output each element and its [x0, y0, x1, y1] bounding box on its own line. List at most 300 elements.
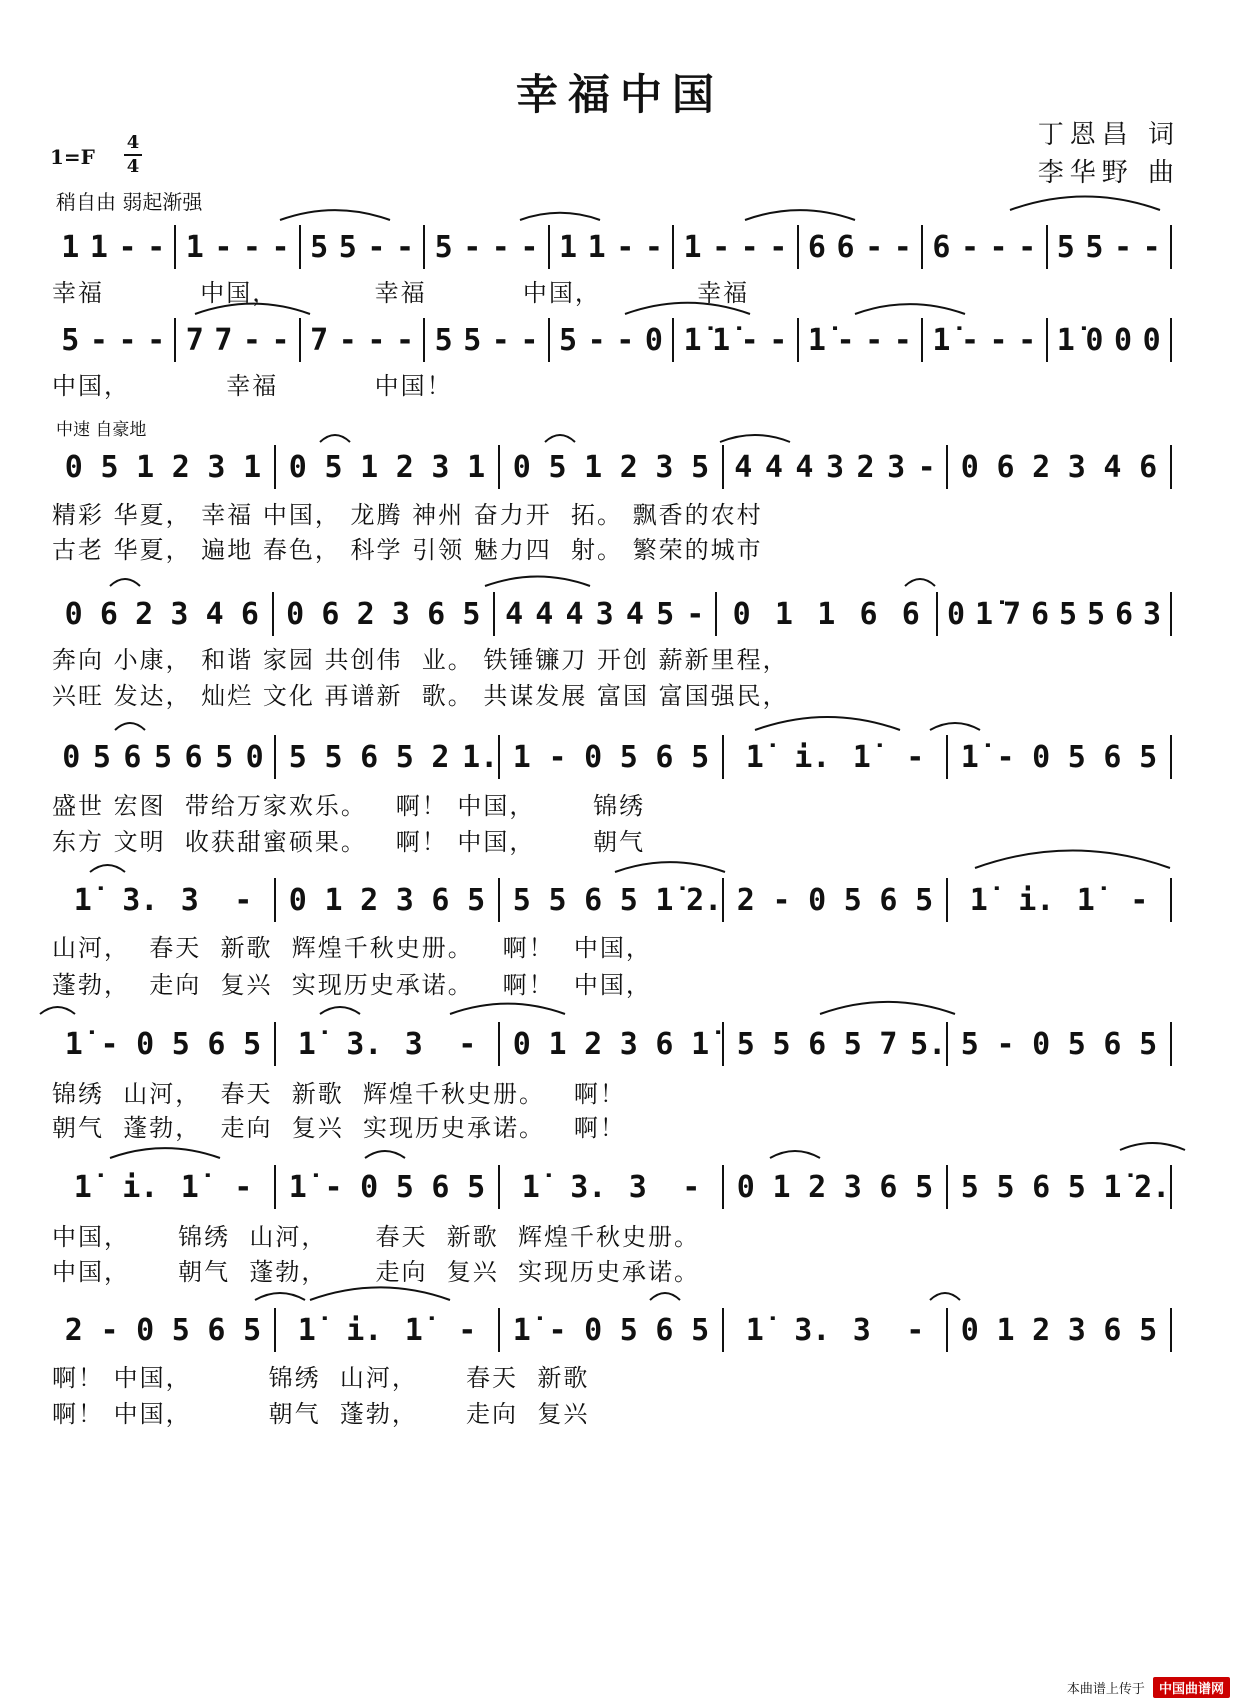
- note: 2.: [1134, 1169, 1171, 1205]
- measure: [948, 878, 1172, 922]
- note: -: [118, 229, 137, 265]
- measure: [276, 1308, 500, 1352]
- note: 3.: [794, 1312, 831, 1348]
- note: 1̇: [1103, 1169, 1122, 1205]
- slur-arc: [755, 717, 900, 730]
- note: 5: [463, 322, 482, 358]
- note: 5: [1085, 229, 1104, 265]
- note: 1̇: [683, 322, 702, 358]
- lyric-line: 幸福 中国， 幸福 中国， 幸福: [52, 279, 750, 307]
- note: -: [906, 739, 925, 775]
- slur-arc: [110, 579, 140, 586]
- note: 6: [655, 1026, 674, 1062]
- note: 2: [584, 1026, 603, 1062]
- measure: [938, 592, 1172, 636]
- note: -: [548, 739, 567, 775]
- note: 0: [64, 596, 83, 632]
- note: -: [836, 322, 855, 358]
- note: 4: [764, 449, 783, 485]
- note: 6: [321, 596, 340, 632]
- note: 1: [360, 449, 379, 485]
- note: -: [644, 229, 663, 265]
- note: 4: [505, 596, 524, 632]
- note: 5: [243, 1312, 262, 1348]
- slur-arc: [520, 213, 600, 220]
- note: 3: [1067, 1312, 1086, 1348]
- note: 6: [1032, 1169, 1051, 1205]
- measure: [52, 318, 176, 362]
- note: 6: [1139, 449, 1158, 485]
- staff-system: [52, 735, 1172, 779]
- note: -: [616, 322, 635, 358]
- lyricist-credit: 丁恩昌 词: [1037, 120, 1180, 150]
- tempo-marking-intro: 稍自由 弱起渐强: [56, 190, 203, 214]
- measure: [52, 592, 274, 636]
- measure: [724, 1308, 948, 1352]
- note: -: [616, 229, 635, 265]
- lyric-line: 啊！ 中国， 锦绣 山河， 春天 新歌: [52, 1364, 590, 1392]
- measure: [923, 318, 1047, 362]
- note: 2: [736, 882, 755, 918]
- lyric-line: 朝气 蓬勃， 走向 复兴 实现历史承诺。 啊！: [52, 1114, 626, 1142]
- note: 3: [843, 1169, 862, 1205]
- note: -: [686, 596, 705, 632]
- note: 1.: [462, 739, 499, 775]
- note: 1: [89, 229, 108, 265]
- measure: [724, 878, 948, 922]
- note: 5: [548, 882, 567, 918]
- note: 2: [64, 1312, 83, 1348]
- note: 7: [310, 322, 329, 358]
- note: 6: [431, 882, 450, 918]
- slur-arc: [40, 1007, 75, 1014]
- note: 5: [691, 449, 710, 485]
- note: -: [906, 1312, 925, 1348]
- note: 6: [123, 739, 142, 775]
- note: -: [234, 882, 253, 918]
- note: -: [491, 322, 510, 358]
- note: 5: [434, 229, 453, 265]
- note: 6: [836, 229, 855, 265]
- note: 4: [734, 449, 753, 485]
- note: 3: [170, 596, 189, 632]
- note: 1: [324, 882, 343, 918]
- note: 6: [808, 1026, 827, 1062]
- note: -: [740, 229, 759, 265]
- note: -: [324, 1169, 343, 1205]
- note: -: [271, 229, 290, 265]
- slur-arc: [255, 1293, 305, 1300]
- note: 2: [856, 449, 875, 485]
- note: 4: [565, 596, 584, 632]
- lyric-line: 盛世 宏图 带给万家欢乐。 啊！ 中国， 锦绣: [52, 792, 646, 820]
- note: 1̇: [297, 1312, 316, 1348]
- note: -: [893, 322, 912, 358]
- staff-system: [52, 445, 1172, 489]
- note: 6: [879, 882, 898, 918]
- note: 1̇: [655, 882, 674, 918]
- measure: [724, 445, 948, 489]
- note: 2.: [686, 882, 723, 918]
- note: 3: [180, 882, 199, 918]
- note: 5: [395, 1169, 414, 1205]
- measure: [674, 225, 798, 269]
- note: -: [865, 322, 884, 358]
- note: 5: [548, 449, 567, 485]
- note: 5: [960, 1026, 979, 1062]
- note: 6: [184, 739, 203, 775]
- note: -: [118, 322, 137, 358]
- measure: [52, 735, 276, 779]
- note: 6: [240, 596, 259, 632]
- note: -: [242, 322, 261, 358]
- note: 5: [915, 1169, 934, 1205]
- measure: [948, 1165, 1172, 1209]
- slur-arc: [745, 210, 855, 220]
- note: 1̇: [852, 739, 871, 775]
- measure: [52, 878, 276, 922]
- note: 1: [587, 229, 606, 265]
- note: 0: [245, 739, 264, 775]
- note: 1: [136, 449, 155, 485]
- note: 2: [135, 596, 154, 632]
- note: 5: [338, 229, 357, 265]
- note: 1̇: [960, 739, 979, 775]
- lyric-line: 锦绣 山河， 春天 新歌 辉煌千秋史册。 啊！: [52, 1080, 626, 1108]
- note: 1: [559, 229, 578, 265]
- note: 0: [512, 1026, 531, 1062]
- note: i.: [794, 739, 831, 775]
- note: -: [989, 229, 1008, 265]
- note: -: [491, 229, 510, 265]
- note: 0: [808, 882, 827, 918]
- note: 5: [92, 739, 111, 775]
- staff-system: [52, 1022, 1172, 1066]
- note: -: [1018, 229, 1037, 265]
- lyric-line: 山河， 春天 新歌 辉煌千秋史册。 啊！ 中国，: [52, 934, 652, 962]
- measure: [1048, 225, 1172, 269]
- note: 6: [932, 229, 951, 265]
- measure: [948, 1308, 1172, 1352]
- note: 1̇: [712, 322, 731, 358]
- note: -: [769, 229, 788, 265]
- note: 0: [288, 882, 307, 918]
- note: 6: [879, 1169, 898, 1205]
- slur-arc: [905, 579, 935, 586]
- note: 3: [825, 449, 844, 485]
- measure: [52, 225, 176, 269]
- note: -: [772, 882, 791, 918]
- note: 5: [843, 1026, 862, 1062]
- note: 3: [619, 1026, 638, 1062]
- measure: [52, 445, 276, 489]
- note: -: [1113, 229, 1133, 265]
- slur-arc: [770, 1151, 820, 1158]
- note: -: [548, 1312, 567, 1348]
- note: 7: [879, 1026, 898, 1062]
- note: 1: [817, 596, 836, 632]
- note: 0: [360, 1169, 379, 1205]
- note: 1: [467, 449, 486, 485]
- measure: [500, 445, 724, 489]
- note: 5: [843, 882, 862, 918]
- note: -: [917, 449, 936, 485]
- note: 0: [136, 1312, 155, 1348]
- note: 1: [243, 449, 262, 485]
- note: 3: [395, 882, 414, 918]
- measure: [724, 1165, 948, 1209]
- tempo-marking-main: 中速 自豪地: [56, 420, 147, 440]
- measure: [799, 225, 923, 269]
- staff-system: [52, 878, 1172, 922]
- slur-arc: [90, 865, 125, 872]
- note: 5: [171, 1312, 190, 1348]
- note: 3: [207, 449, 226, 485]
- note: 0: [512, 449, 531, 485]
- measure: [948, 735, 1172, 779]
- slur-arc: [930, 1293, 960, 1300]
- note: 7: [214, 322, 233, 358]
- slur-arc: [310, 1287, 450, 1300]
- time-signature: [124, 134, 142, 176]
- note: -: [395, 322, 415, 358]
- composer-credit: 李华野 曲: [1037, 158, 1180, 188]
- note: 5: [153, 739, 172, 775]
- note: 2: [431, 739, 450, 775]
- slur-arc: [115, 723, 145, 730]
- note: -: [338, 322, 357, 358]
- measure: [674, 318, 798, 362]
- key-signature: 1=F: [50, 145, 95, 169]
- measure: [724, 1022, 948, 1066]
- note: 1̇: [64, 1026, 83, 1062]
- note: 2: [360, 882, 379, 918]
- note: -: [214, 229, 233, 265]
- note: 6: [207, 1026, 226, 1062]
- slur-arc: [720, 435, 790, 442]
- note: 2: [1032, 1312, 1051, 1348]
- measure: [425, 318, 549, 362]
- note: 5: [656, 596, 675, 632]
- note: 1̇: [297, 1026, 316, 1062]
- note: 1: [512, 739, 531, 775]
- measure: [724, 735, 948, 779]
- note: -: [520, 322, 539, 358]
- note: -: [1130, 882, 1149, 918]
- note: 3: [391, 596, 410, 632]
- note: 6: [1103, 739, 1122, 775]
- note: 5: [772, 1026, 791, 1062]
- note: -: [960, 229, 979, 265]
- note: 5: [691, 739, 710, 775]
- measure: [550, 318, 674, 362]
- note: 1: [774, 596, 793, 632]
- slur-arc: [320, 1007, 360, 1014]
- note: 5: [61, 322, 80, 358]
- note: 5: [619, 739, 638, 775]
- note: 0: [286, 596, 305, 632]
- note: -: [520, 229, 539, 265]
- note: 1̇: [932, 322, 951, 358]
- note: 1̇: [521, 1169, 540, 1205]
- note: 3: [628, 1169, 647, 1205]
- note: 5: [1067, 739, 1086, 775]
- note: -: [147, 322, 166, 358]
- note: 2: [808, 1169, 827, 1205]
- note: i.: [1018, 882, 1055, 918]
- note: 0: [1113, 322, 1133, 358]
- note: 4: [535, 596, 554, 632]
- measure: [500, 735, 724, 779]
- note: 5: [619, 1312, 638, 1348]
- note: 3.: [570, 1169, 607, 1205]
- note: 0: [64, 449, 83, 485]
- note: 6: [427, 596, 446, 632]
- note: 0: [736, 1169, 755, 1205]
- note: 0: [584, 1312, 603, 1348]
- note: -: [893, 229, 912, 265]
- note: 6: [1114, 596, 1134, 632]
- meter-top: 4: [126, 132, 140, 153]
- note: 3.: [346, 1026, 383, 1062]
- note: 7: [1002, 596, 1022, 632]
- note: 5: [324, 739, 343, 775]
- note: 5: [462, 596, 481, 632]
- note: 5: [1056, 229, 1075, 265]
- staff-system: [52, 225, 1172, 269]
- note: 5: [215, 739, 234, 775]
- note: 1̇: [691, 1026, 710, 1062]
- note: -: [242, 229, 261, 265]
- note: -: [682, 1169, 701, 1205]
- lyric-line: 蓬勃， 走向 复兴 实现历史承诺。 啊！ 中国，: [52, 971, 652, 999]
- measure: [500, 1022, 724, 1066]
- note: 6: [431, 1169, 450, 1205]
- note: 0: [62, 739, 81, 775]
- note: 6: [584, 882, 603, 918]
- note: 5: [1139, 739, 1158, 775]
- slur-arc: [930, 723, 980, 730]
- note: -: [458, 1312, 477, 1348]
- note: 4: [625, 596, 644, 632]
- note: 0: [288, 449, 307, 485]
- note: 5: [996, 1169, 1015, 1205]
- measure: [301, 225, 425, 269]
- note: 3: [404, 1026, 423, 1062]
- note: 6: [807, 229, 826, 265]
- measure: [176, 318, 300, 362]
- note: 5: [915, 882, 934, 918]
- note: 6: [207, 1312, 226, 1348]
- lyric-line: 古老 华夏， 遍地 春色， 科学 引领 魅力四 射。 繁荣的城市: [52, 536, 763, 564]
- measure: [176, 225, 300, 269]
- slur-arc: [1010, 197, 1160, 211]
- note: 1̇: [512, 1312, 531, 1348]
- slur-arc: [615, 862, 725, 872]
- note: -: [458, 1026, 477, 1062]
- note: -: [865, 229, 884, 265]
- note: 0: [732, 596, 751, 632]
- note: 6: [1103, 1026, 1122, 1062]
- measure: [717, 592, 939, 636]
- note: 5: [324, 449, 343, 485]
- note: -: [89, 322, 108, 358]
- note: 5: [288, 739, 307, 775]
- note: 5: [171, 1026, 190, 1062]
- note: 4: [205, 596, 224, 632]
- measure: [500, 1308, 724, 1352]
- note: -: [996, 739, 1015, 775]
- note: 5: [243, 1026, 262, 1062]
- note: 0: [960, 1312, 979, 1348]
- note: 3: [1067, 449, 1086, 485]
- note: 1̇: [288, 1169, 307, 1205]
- note: 0: [136, 1026, 155, 1062]
- note: 1̇: [404, 1312, 423, 1348]
- note: 5: [1067, 1026, 1086, 1062]
- note: 5: [1086, 596, 1106, 632]
- lyric-line: 奔向 小康， 和谐 家园 共创伟 业。 铁锤镰刀 开创 薪新里程，: [52, 646, 789, 674]
- note: -: [147, 229, 166, 265]
- staff-system: [52, 592, 1172, 636]
- note: 5: [1139, 1312, 1158, 1348]
- measure: [1048, 318, 1172, 362]
- note: 1: [683, 229, 702, 265]
- note: -: [587, 322, 606, 358]
- staff-system: [52, 1308, 1172, 1352]
- note: 5: [559, 322, 578, 358]
- note: 0: [644, 322, 663, 358]
- meter-bottom: 4: [126, 156, 140, 177]
- note: 1: [548, 1026, 567, 1062]
- lyric-line: 精彩 华夏， 幸福 中国， 龙腾 神州 奋力开 拓。 飘香的农村: [52, 501, 763, 529]
- note: -: [1018, 322, 1037, 358]
- note: 3: [655, 449, 674, 485]
- measure: [52, 1165, 276, 1209]
- note: -: [740, 322, 759, 358]
- measure: [500, 1165, 724, 1209]
- note: -: [271, 322, 290, 358]
- note: 7: [185, 322, 204, 358]
- note: -: [367, 229, 386, 265]
- note: 5: [434, 322, 453, 358]
- note: 2: [395, 449, 414, 485]
- measure: [276, 878, 500, 922]
- note: 6: [360, 739, 379, 775]
- note: 5: [619, 882, 638, 918]
- note: 0: [946, 596, 966, 632]
- note: 2: [171, 449, 190, 485]
- note: 1̇: [73, 882, 92, 918]
- site-logo: 中国曲谱网: [1153, 1677, 1230, 1698]
- footer-text: 本曲谱上传于: [1066, 1682, 1145, 1697]
- note: -: [960, 322, 979, 358]
- slur-arc: [1120, 1143, 1185, 1150]
- note: 6: [655, 739, 674, 775]
- note: 3: [431, 449, 450, 485]
- note: 1̇: [807, 322, 826, 358]
- measure: [52, 1022, 276, 1066]
- measure: [276, 445, 500, 489]
- note: 0: [1032, 1026, 1051, 1062]
- note: 6: [859, 596, 878, 632]
- measure: [799, 318, 923, 362]
- note: 1: [996, 1312, 1015, 1348]
- note: 0: [584, 739, 603, 775]
- note: 2: [619, 449, 638, 485]
- lyric-line: 中国， 幸福 中国！: [52, 372, 453, 400]
- note: 1̇: [969, 882, 988, 918]
